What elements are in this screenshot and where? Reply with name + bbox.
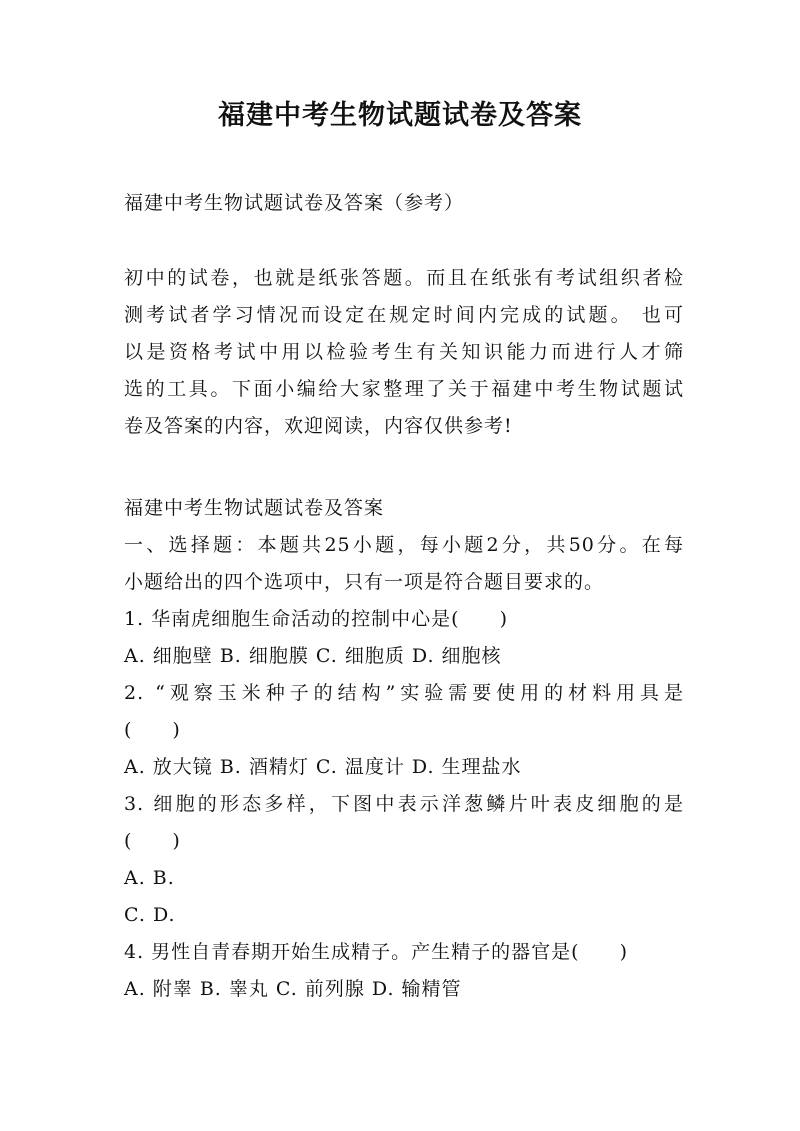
intro-line: 初中的试卷，也就是纸张答题。而且在纸张有考试组织者检 (124, 267, 684, 289)
question-4: 4. 男性自青春期开始生成精子。产生精子的器官是( ) (124, 941, 628, 963)
question-3-options-cd: C. D. (124, 904, 176, 926)
question-3-blank: ( ) (124, 830, 181, 852)
section-instructions: 小题给出的四个选项中，只有一项是符合题目要求的。 (124, 571, 605, 593)
intro-line: 卷及答案的内容，欢迎阅读，内容仅供参考! (124, 415, 513, 437)
question-2: 2. “观察玉米种子的结构”实验需要使用的材料用具是 (124, 682, 684, 704)
question-4-options: A. 附睾 B. 睾丸 C. 前列腺 D. 输精管 (124, 978, 462, 1000)
document-subtitle: 福建中考生物试题试卷及答案（参考） (124, 192, 465, 214)
question-2-blank: ( ) (124, 719, 181, 741)
exam-content (124, 490, 684, 1008)
question-1-options: A. 细胞壁 B. 细胞膜 C. 细胞质 D. 细胞核 (124, 645, 502, 667)
document-title: 福建中考生物试题试卷及答案 (218, 100, 582, 131)
question-3: 3. 细胞的形态多样，下图中表示洋葱鳞片叶表皮细胞的是 (124, 793, 684, 815)
question-1: 1. 华南虎细胞生命活动的控制中心是( ) (124, 608, 508, 630)
intro-line: 以是资格考试中用以检验考生有关知识能力而进行人才筛 (124, 341, 684, 363)
section-heading: 福建中考生物试题试卷及答案 (124, 497, 385, 519)
question-2-options: A. 放大镜 B. 酒精灯 C. 温度计 D. 生理盐水 (124, 756, 522, 778)
intro-line: 选的工具。下面小编给大家整理了关于福建中考生物试题试 (124, 378, 684, 400)
section-instructions: 一、选择题：本题共25小题，每小题2分，共50分。在每 (124, 534, 684, 556)
question-3-options-ab: A. B. (124, 867, 175, 889)
intro-paragraph (124, 260, 684, 445)
intro-line: 测考试者学习情况而设定在规定时间内完成的试题。 也可 (124, 304, 684, 326)
